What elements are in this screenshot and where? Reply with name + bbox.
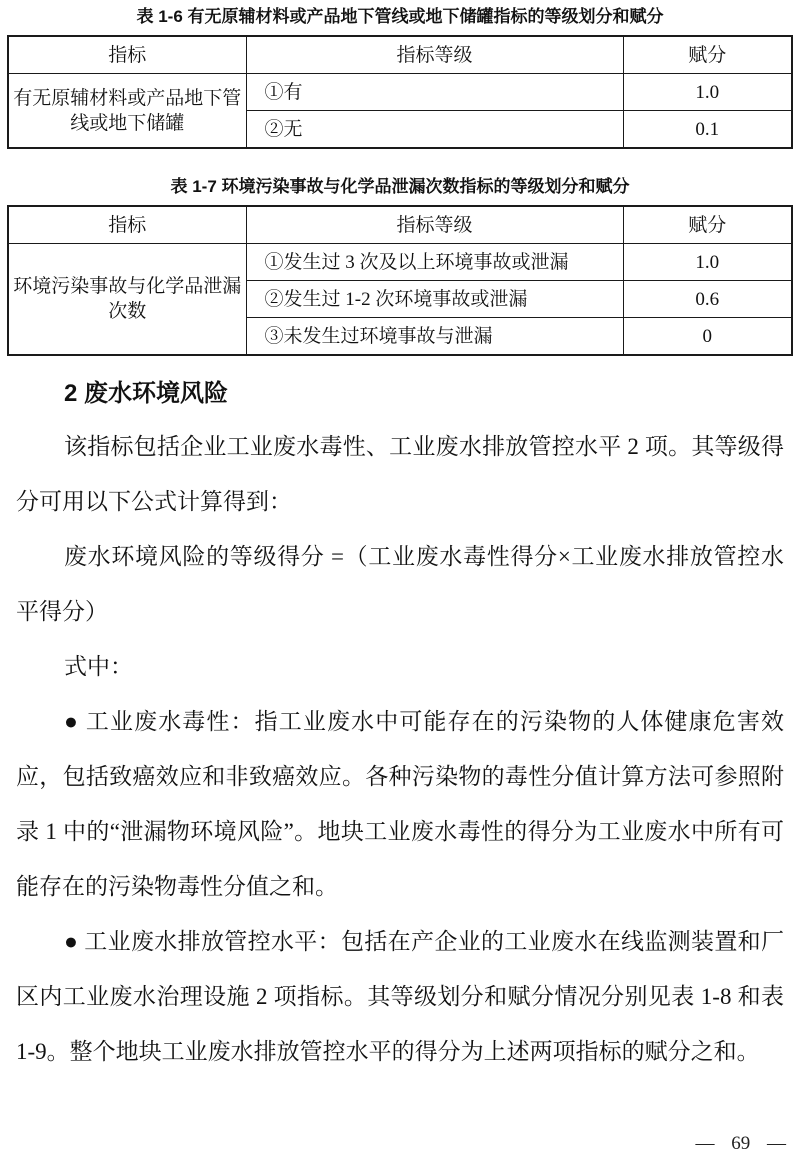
indicator-cell: 有无原辅材料或产品地下管线或地下储罐 [8, 74, 246, 149]
grade-cell: ①发生过 3 次及以上环境事故或泄漏 [246, 244, 623, 281]
body-paragraph: 该指标包括企业工业废水毒性、工业废水排放管控水平 2 项。其等级得分可用以下公式计算得到： [16, 434, 784, 514]
table-1-6 [7, 35, 793, 149]
col-header-grade: 指标等级 [246, 206, 623, 244]
grade-cell: ①有 [246, 74, 623, 111]
table-1-7-caption: 表 1-7 环境污染事故与化学品泄漏次数指标的等级划分和赋分 [170, 177, 630, 196]
table-row [8, 244, 792, 281]
grade-cell: ②发生过 1-2 次环境事故或泄漏 [246, 281, 623, 318]
section-body [16, 419, 784, 1079]
formula-paragraph: 废水环境风险的等级得分 =（工业废水毒性得分×工业废水排放管控水平得分） [16, 544, 784, 624]
table-row [8, 36, 792, 74]
table-row [8, 74, 792, 111]
score-cell: 0.1 [623, 111, 792, 149]
col-header-score: 赋分 [623, 206, 792, 244]
bullet-paragraph-discharge-control: ● 工业废水排放管控水平：包括在产企业的工业废水在线监测装置和厂区内工业废水治理设施 2 项指标。其等级划分和赋分情况分别见表 1-8 和表 1-9。整个地块工业废水排放管控水平的得分为上述两项指标的赋分之和。 [16, 929, 784, 1064]
score-cell: 1.0 [623, 244, 792, 281]
col-header-grade: 指标等级 [246, 36, 623, 74]
score-cell: 0 [623, 318, 792, 356]
col-header-indicator: 指标 [8, 206, 246, 244]
score-cell: 1.0 [623, 74, 792, 111]
page-number: — 69 — [695, 1133, 786, 1154]
bullet-paragraph-wastewater-toxicity: ● 工业废水毒性：指工业废水中可能存在的污染物的人体健康危害效应，包括致癌效应和非致癌效应。各种污染物的毒性分值计算方法可参照附录 1 中的“泄漏物环境风险”。地块工业废水毒性的得分为工业废水中所有可能存在的污染物毒性分值之和。 [16, 709, 784, 899]
score-cell: 0.6 [623, 281, 792, 318]
indicator-cell: 环境污染事故与化学品泄漏次数 [8, 244, 246, 356]
body-paragraph: 式中： [64, 654, 133, 679]
grade-cell: ③未发生过环境事故与泄漏 [246, 318, 623, 356]
col-header-score: 赋分 [623, 36, 792, 74]
table-1-6-caption: 表 1-6 有无原辅材料或产品地下管线或地下储罐指标的等级划分和赋分 [136, 7, 664, 26]
table-1-7 [7, 205, 793, 356]
section-2-heading: 2 废水环境风险 [64, 380, 229, 407]
col-header-indicator: 指标 [8, 36, 246, 74]
table-row [8, 206, 792, 244]
grade-cell: ②无 [246, 111, 623, 149]
